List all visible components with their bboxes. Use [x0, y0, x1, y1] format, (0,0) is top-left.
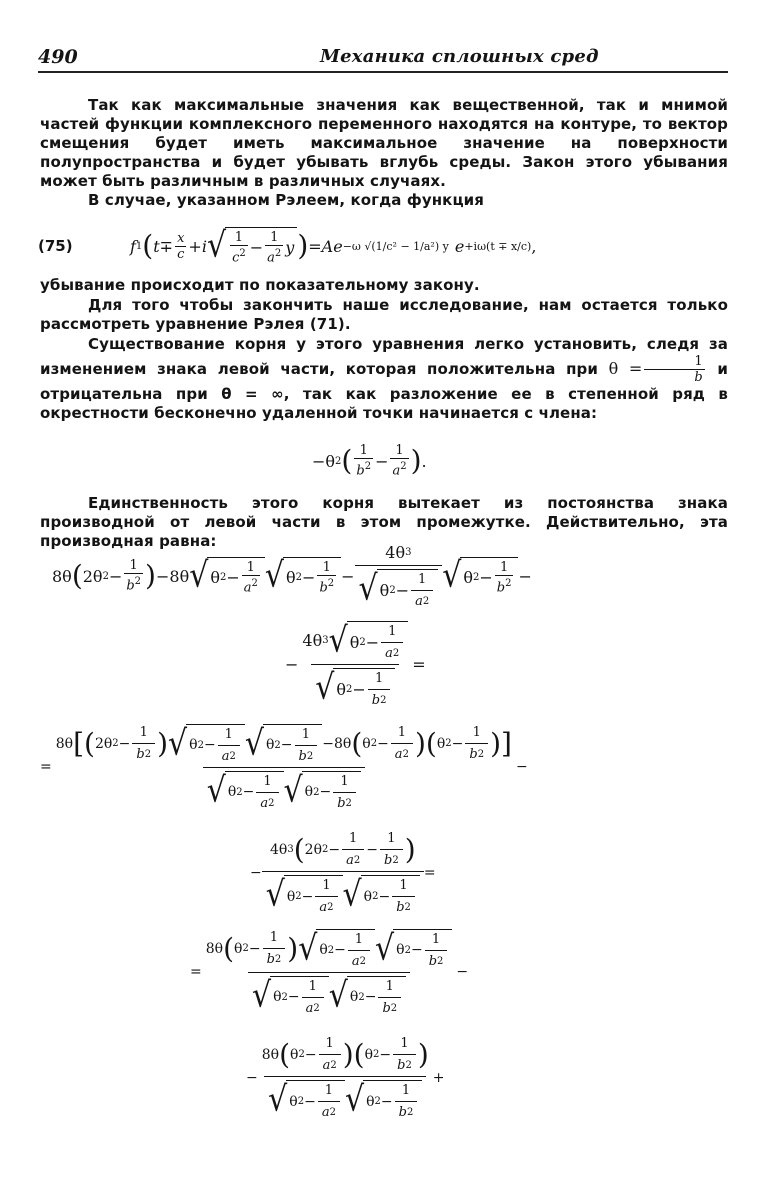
paragraph-5 [40, 335, 728, 423]
equation-75: (75) f 1 ( t ∓ $\frac{x}{c}$ + i √ $\frac{1}{c^2}$ − $\frac{1}{a^2}$ y ) = Ae −ω √(1/c² − 1/a²) y e +iω(t ∓ x/c) , [38, 225, 537, 266]
page-header [38, 44, 728, 70]
derivative-line-2: − 4θ 3 √ θ 2 − 1 a 2 √ θ 2 − 1 b 2 = [285, 619, 426, 708]
equation-75-label: (75) [38, 237, 73, 255]
paragraph-3: убывание происходит по показательному закону. [40, 276, 480, 294]
header-rule [38, 71, 728, 73]
derivative-line-6: − 8θ ( θ 2 − 1 a 2 ) ( θ 2 − 1 b 2 ) √ θ 2 − 1 a 2 √ θ 2 − 1 b 2 + [246, 1036, 445, 1120]
paragraph-4: Для того чтобы закончить наше исследование, нам остается только рассмотреть уравнение Рэлея (71). [40, 296, 728, 333]
derivative-line-3: = 8θ [ ( 2θ 2 − 1 b 2 ) √ θ 2 − 1 a 2 √ θ 2 − 1 b 2 −8θ ( θ 2 − 1 a 2 ) ( θ 2 − 1 b 2 ) ] √ θ 2 − 1 a 2 √ θ 2 − 1 b 2 − [40, 722, 528, 811]
paragraph-1: Так как максимальные значения как вещественной, так и мнимой частей функции комплексного переменного находятся на контуре, то вектор смещения будет иметь максимальное значение на поверхности полупространства и будет убывать вглубь среды. Закон этого убывания может быть различным в различных случаях. [40, 96, 728, 190]
paragraph-5-a: Существование корня у этого уравнения легко установить, следя за изменением знака левой части, которая положительна при [40, 335, 728, 378]
derivative-line-5: = 8θ ( θ 2 − 1 b 2 ) √ θ 2 − 1 a 2 √ θ 2 − 1 b 2 √ θ 2 − 1 a 2 √ θ 2 − 1 b 2 − [190, 927, 469, 1016]
theta-infinity: θ = ∞ [221, 385, 284, 403]
paragraph-6: Единственность этого корня вытекает из постоянства знака производной от левой части в этом промежутке. Действительно, эта производная равна: [40, 494, 728, 550]
paragraph-5-c: , так как разложение ее в степенной ряд в окрестности бесконечно удаленной точки начинается с члена: [40, 385, 728, 422]
running-title: Механика сплошных сред [320, 46, 599, 67]
derivative-line-1: 8θ ( 2θ 2 − $\frac{1}{b^2}$ ) −8θ √ θ 2 − $\frac{1}{a^2}$ √ θ 2 − $\frac{1}{b^2}$ − 4θ 3 √ θ 2 − 1 a 2 √ θ 2 − $\frac{1}{b^2}$ − [52, 543, 532, 609]
paragraph-2: В случае, указанном Рэлеем, когда функция [88, 191, 485, 209]
leading-term: −θ 2 ( $\frac{1}{b^2}$ − $\frac{1}{a^2}$ ) . [312, 443, 427, 479]
derivative-line-4: − 4θ 3 ( 2θ 2 − 1 a 2 − 1 b 2 ) √ θ 2 − 1 a 2 √ θ 2 − 1 b 2 = [250, 831, 436, 915]
page-number: 490 [38, 46, 78, 68]
theta-one-over-b: θ = $\frac{1}{b}$ [608, 354, 703, 385]
paragraph-5-b: и отрицательна при [40, 360, 728, 403]
